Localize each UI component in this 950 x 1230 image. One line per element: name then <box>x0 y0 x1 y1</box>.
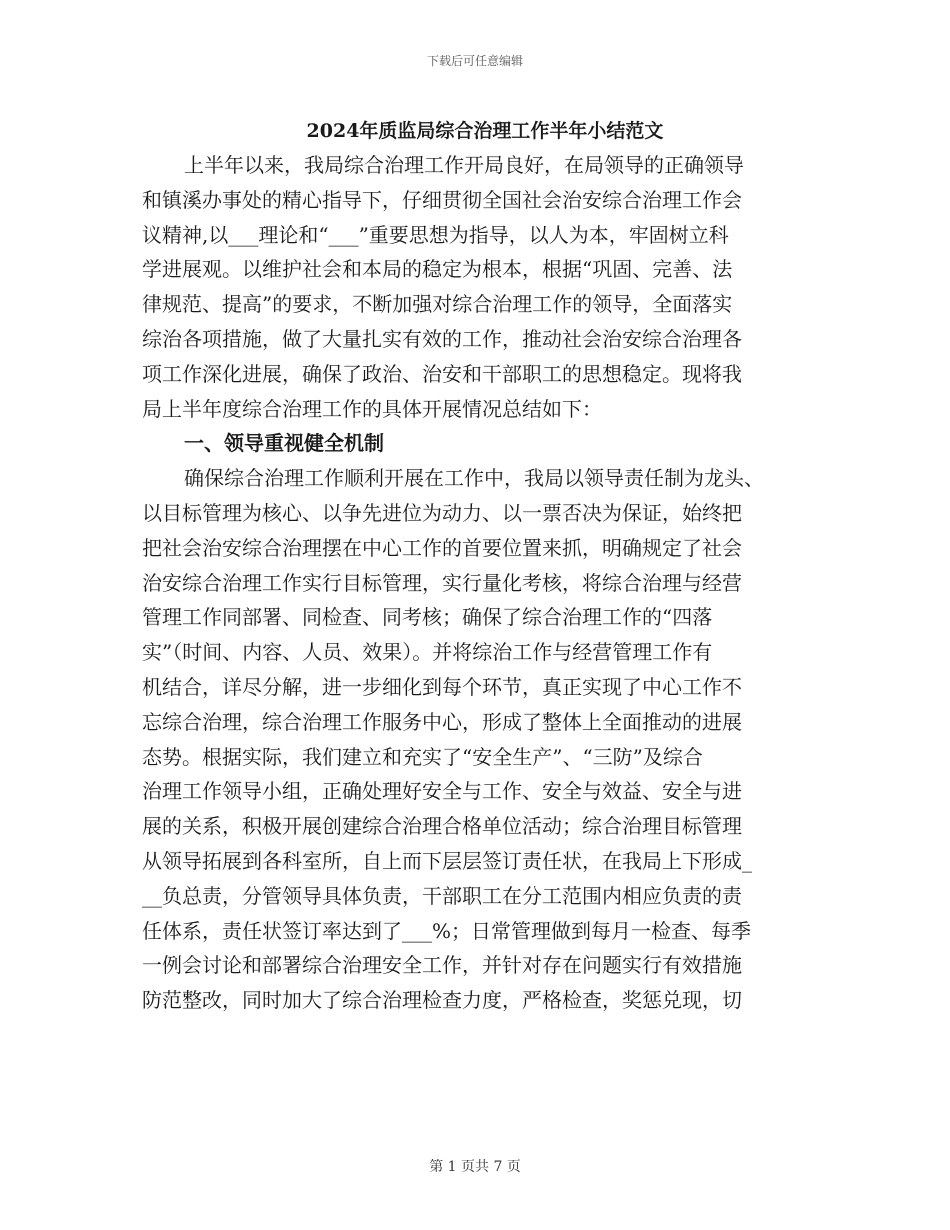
paragraph-line: 议精神,以___理论和“___”重要思想为指导，以人为本，牢固树立科 <box>142 222 729 247</box>
paragraph-line: 态势。根据实际，我们建立和充实了“安全生产”、“三防”及综合 <box>142 744 703 769</box>
paragraph-line: 展的关系，积极开展创建综合治理合格单位活动；综合治理目标管理 <box>142 814 742 839</box>
paragraph-line: 一例会讨论和部署综合治理安全工作，并针对存在问题实行有效措施 <box>142 953 742 978</box>
document-body <box>142 114 808 1018</box>
paragraph-line: 机结合，详尽分解，进一步细化到每个环节，真正实现了中心工作不 <box>142 674 742 699</box>
paragraph-line: 确保综合治理工作顺利开展在工作中，我局以领导责任制为龙头、 <box>184 466 764 491</box>
paragraph-line: __负总责，分管领导具体负责，干部职工在分工范围内相应负责的责 <box>142 883 742 908</box>
page-number: 第 1 页共 7 页 <box>429 1159 521 1175</box>
paragraph-line: 治理工作领导小组，正确处理好安全与工作、安全与效益、安全与进 <box>142 779 742 804</box>
section-heading: 一、领导重视健全机制 <box>184 431 384 456</box>
paragraph-line: 任体系，责任状签订率达到了___%；日常管理做到每月一检查、每季 <box>142 918 752 943</box>
paragraph-line: 以目标管理为核心、以争先进位为动力、以一票否决为保证，始终把 <box>142 500 742 525</box>
paragraph-line: 上半年以来，我局综合治理工作开局良好，在局领导的正确领导 <box>184 153 744 177</box>
paragraph-line: 项工作深化进展，确保了政治、治安和干部职工的思想稳定。现将我 <box>142 361 742 386</box>
paragraph-line: 治安综合治理工作实行目标管理，实行量化考核，将综合治理与经营 <box>142 570 742 595</box>
paragraph-line: 从领导拓展到各科室所，自上而下层层签订责任状，在我局上下形成_ <box>142 848 752 873</box>
paragraph-line: 把社会治安综合治理摆在中心工作的首要位置来抓，明确规定了社会 <box>142 535 742 560</box>
paragraph-line: 学进展观。以维护社会和本局的稳定为根本，根据“巩固、完善、法 <box>142 257 733 282</box>
paragraph-line: 综治各项措施，做了大量扎实有效的工作，推动社会治安综合治理各 <box>142 326 742 351</box>
paragraph-line: 防范整改，同时加大了综合治理检查力度，严格检查，奖惩兑现，切 <box>142 988 742 1013</box>
document-title: 2024年质监局综合治理工作半年小结范文 <box>306 120 664 142</box>
paragraph-line: 忘综合治理，综合治理工作服务中心，形成了整体上全面推动的进展 <box>142 709 742 734</box>
paragraph-line: 律规范、提高”的要求，不断加强对综合治理工作的领导，全面落实 <box>142 292 733 317</box>
paragraph-line: 和镇溪办事处的精心指导下，仔细贯彻全国社会治安综合治理工作会 <box>142 187 742 212</box>
paragraph-line: 管理工作同部署、同检查、同考核；确保了综合治理工作的“四落 <box>142 605 713 630</box>
paragraph-line: 局上半年度综合治理工作的具体开展情况总结如下： <box>142 396 602 421</box>
paragraph-line: 实”（时间、内容、人员、效果）。并将综治工作与经营管理工作有 <box>142 640 713 665</box>
page-header-note: 下载后可任意编辑 <box>426 54 523 68</box>
